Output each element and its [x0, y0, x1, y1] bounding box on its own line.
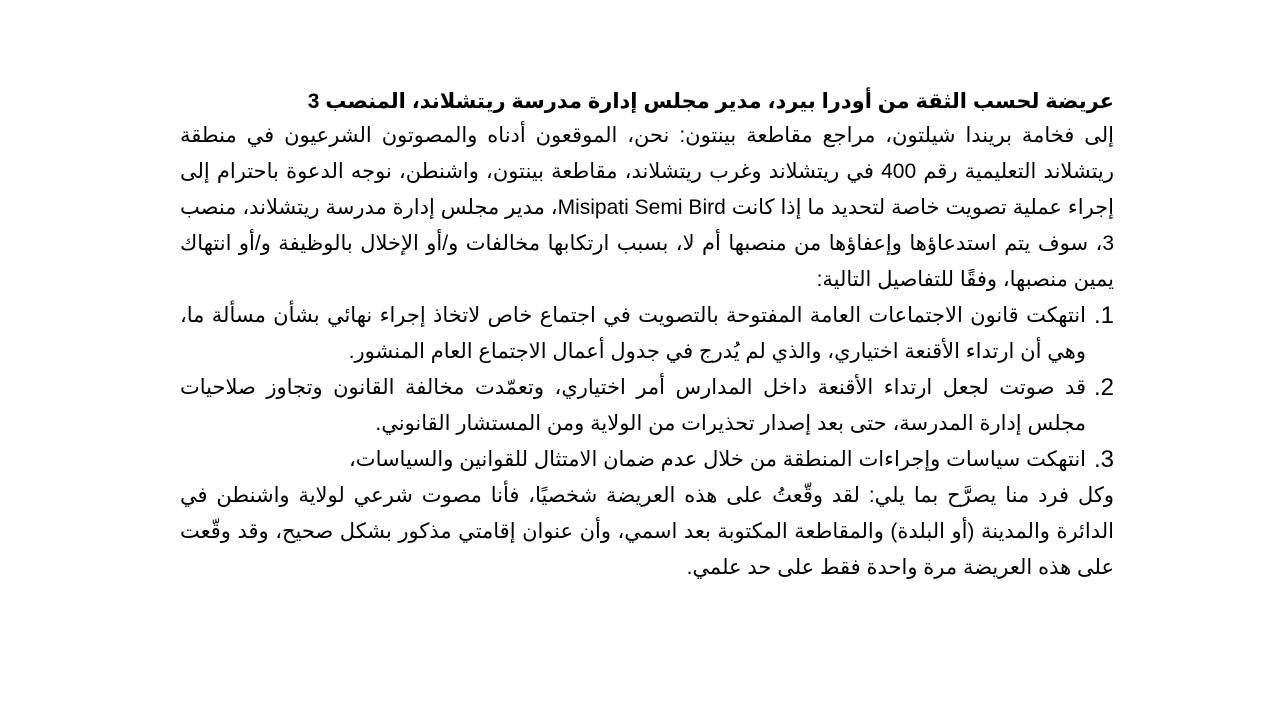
violation-text: انتهكت قانون الاجتماعات العامة المفتوحة بالتصويت في اجتماع خاص لاتخاذ إجراء نهائي بشأن مسألة ما، وهي أن ارتداء الأقنعة اختياري، والذي لم يُدرج في جدول أعمال الاجتماع العام المنشور.	[180, 304, 1086, 363]
violation-item	[180, 298, 1114, 370]
violations-list	[180, 298, 1114, 478]
violation-number: 2.	[1093, 374, 1114, 401]
violation-text: انتهكت سياسات وإجراءات المنطقة من خلال عدم ضمان الامتثال للقوانين والسياسات،	[349, 448, 1086, 471]
violation-number: 1.	[1093, 302, 1114, 329]
petition-declaration: وكل فرد منا يصرَّح بما يلي: لقد وقّعتُ على هذه العريضة شخصيًا، فأنا مصوت شرعي لولاية واشنطن في الدائرة والمدينة (أو البلدة) والمقاطعة المكتوبة بعد اسمي، وأن عنوان إقامتي مذكور بشكل صحيح، وقد وقّعت على هذه العريضة مرة واحدة فقط على حد علمي.	[180, 484, 1114, 579]
petition-intro: إلى فخامة بريندا شيلتون، مراجع مقاطعة بينتون: نحن، الموقعون أدناه والمصوتون الشرعيون في منطقة ريتشلاند التعليمية رقم 400 في ريتشلاند وغرب ريتشلاند، مقاطعة بينتون، واشنطن، نوجه الدعوة باحترام إلى إجراء عملية تصويت خاصة لتحديد ما إذا كانت Misipati Semi Bird، مدير مجلس إدارة مدرسة ريتشلاند، منصب 3، سوف يتم استدعاؤها وإعفاؤها من منصبها أم لا، بسبب ارتكابها مخالفات و/أو الإخلال بالوظيفة و/أو انتهاك يمين منصبها، وفقًا للتفاصيل التالية:	[180, 124, 1114, 291]
petition-document	[180, 86, 1114, 586]
violation-text: قد صوتت لجعل ارتداء الأقنعة داخل المدارس أمر اختياري، وتعمّدت مخالفة القانون وتجاوز صلاحيات مجلس إدارة المدرسة، حتى بعد إصدار تحذيرات من الولاية ومن المستشار القانوني.	[180, 376, 1086, 435]
petition-title: عريضة لحسب الثقة من أودرا بيرد، مدير مجلس إدارة مدرسة ريتشلاند، المنصب 3	[307, 90, 1114, 113]
violation-item	[180, 370, 1114, 442]
violation-number: 3.	[1093, 446, 1114, 473]
violation-item	[180, 442, 1114, 478]
